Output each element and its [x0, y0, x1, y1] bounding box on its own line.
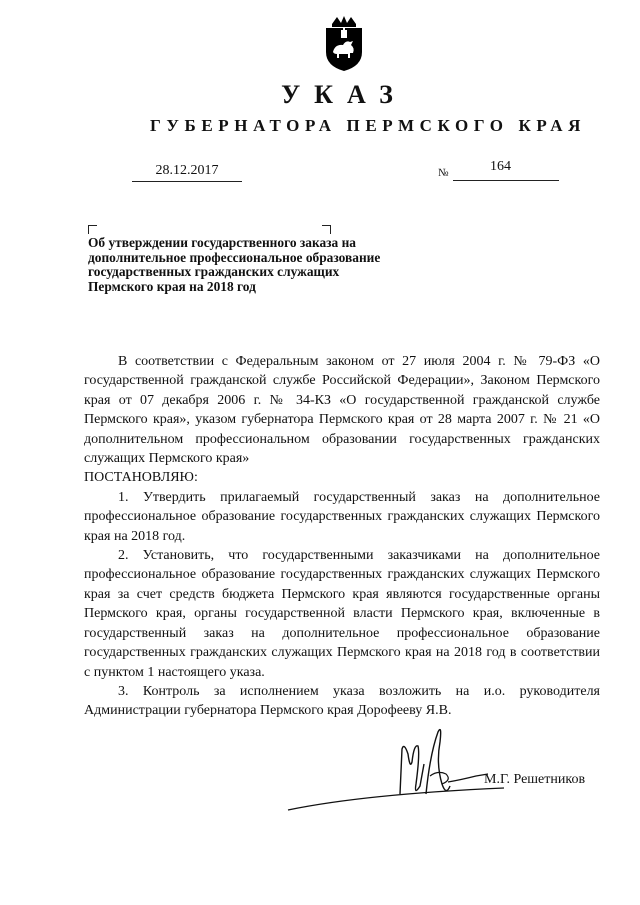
signer-name: М.Г. Решетников [484, 772, 586, 787]
document-number-field [453, 160, 559, 181]
decree-body [84, 352, 600, 721]
decree-item-1: 1. Утвердить прилагаемый государственный заказ на дополнительное профессиональное образование государственных гражданских служащих Пермского края на 2018 год. [84, 489, 600, 544]
document-subtitle: ГУБЕРНАТОРА ПЕРМСКОГО КРАЯ [150, 116, 586, 135]
decree-word: ПОСТАНОВЛЯЮ: [84, 470, 198, 486]
decree-item-3: 3. Контроль за исполнением указа возложить на и.о. руководителя Администрации губернатора Пермского края Дорофееву Я.В. [84, 683, 600, 719]
preamble-paragraph: В соответствии с Федеральным законом от 27 июля 2004 г. № 79-ФЗ «О государственной гражданской службе Российской Федерации», Законом Пермского края от 07 декабря 2006 г. № 34-КЗ «О государственной гражданской службе Пермского края», указом губернатора Пермского края от 28 марта 2007 г. № 21 «О дополнительном профессиональном образовании государственных гражданских служащих Пермского края» [84, 354, 600, 467]
heading-corner-right [322, 225, 331, 234]
document-title: УКАЗ [281, 80, 407, 109]
heading-corner-left [88, 225, 97, 234]
document-number: 164 [490, 159, 511, 174]
coat-of-arms-icon [322, 14, 366, 72]
document-date: 28.12.2017 [132, 163, 242, 182]
signature-stroke [286, 786, 506, 812]
number-label: № [438, 167, 449, 179]
decree-item-2: 2. Установить, что государственными заказчиками на дополнительное профессиональное образование государственных гражданских служащих Пермского края за счет средств бюджета Пермского края являются государственные органы Пермского края, органы государственной власти Пермского края, включенные в государственный заказ на дополнительное профессиональное образование государственных гражданских служащих Пермского края на 2018 год в соответствии с пунктом 1 настоящего указа. [84, 548, 600, 680]
decree-heading: Об утверждении государственного заказа на дополнительное профессиональное образование государственных гражданских служащих Пермского края на 2018 год [88, 235, 381, 294]
